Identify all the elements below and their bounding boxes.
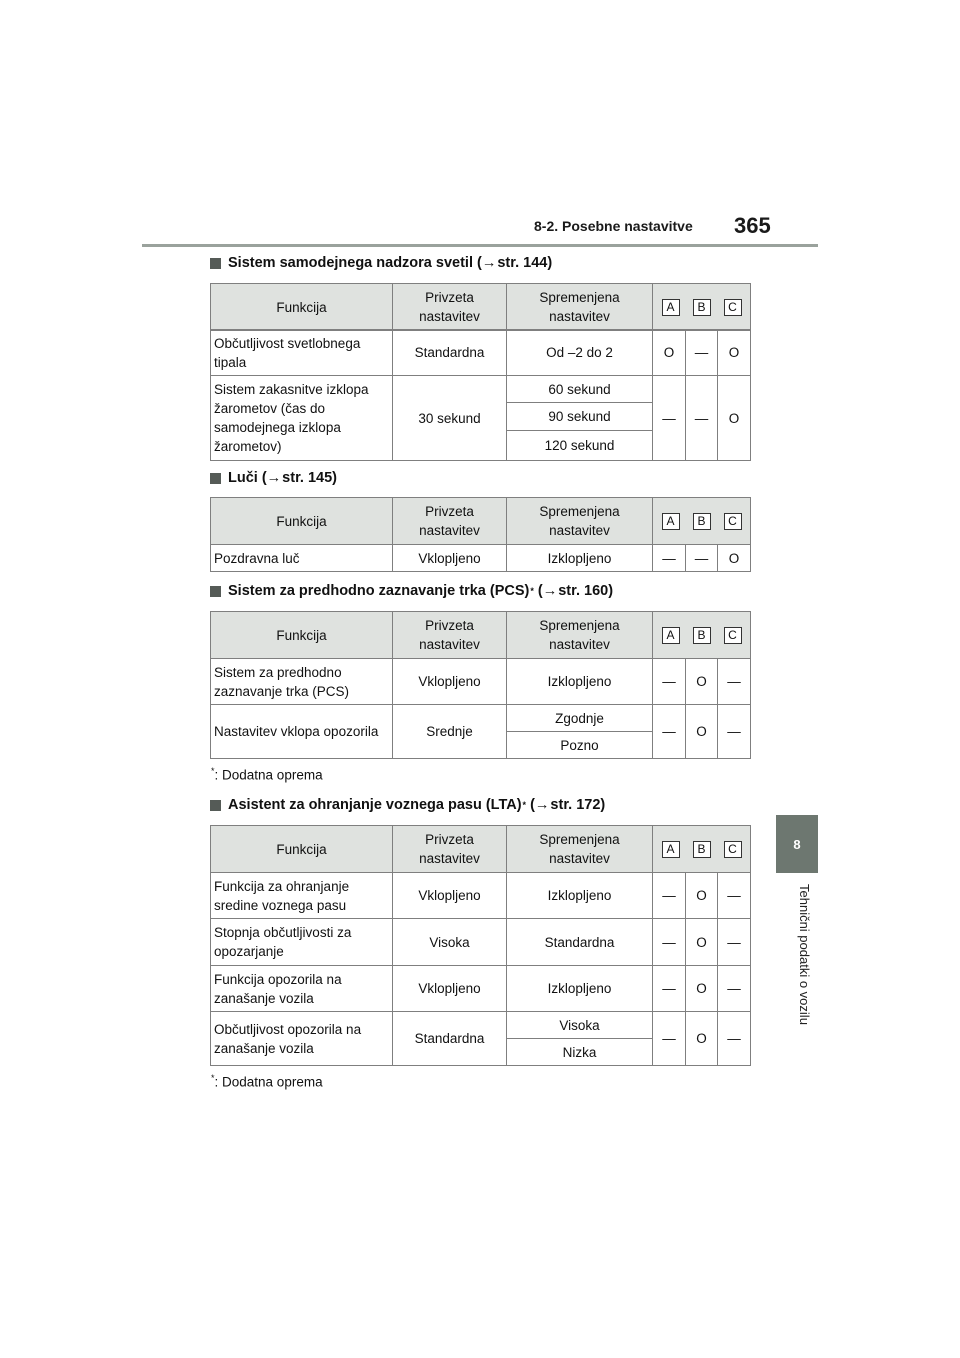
arrow-icon: → <box>481 255 497 271</box>
table-row: Občutljivost svetlobnega tipala Standardna Od –2 do 2 O — O <box>211 330 751 376</box>
label-b: B <box>693 627 711 644</box>
label-c: C <box>724 513 742 530</box>
page-reference[interactable]: str. 172) <box>550 797 606 813</box>
table-header-row: Funkcija Privzeta nastavitev Spremenjena nastavitev A B C <box>211 612 751 659</box>
table-header-row: Funkcija Privzeta nastavitev Spremenjena nastavitev A B C <box>211 826 751 873</box>
page-reference[interactable]: str. 160) <box>558 583 614 599</box>
square-bullet-icon <box>210 800 221 811</box>
label-b: B <box>693 299 711 316</box>
settings-table-pcs: Funkcija Privzeta nastavitev Spremenjena nastavitev A B C Sistem za predhodno zaznavanje trka (PCS) Vklopljeno Izklopljeno — O — Nastavitev vklopa opozorila Srednje Zgodnje — O — Pozno <box>210 611 751 759</box>
square-bullet-icon <box>210 258 221 269</box>
section-title: 8-2. Posebne nastavitve <box>534 218 693 234</box>
table-row: Sistem zakasnitve izklopa žarometov (čas do samodejnega izklopa žarometov) 30 sekund 60 sekund — — O <box>211 376 751 403</box>
table-header-row <box>211 284 751 331</box>
arrow-icon: → <box>266 470 282 486</box>
settings-table-auto-lights <box>210 283 751 331</box>
section-heading-lta: Asistent za ohranjanje voznega pasu (LTA) * ( → str. 172) <box>210 797 605 813</box>
settings-table-lta: Funkcija Privzeta nastavitev Spremenjena nastavitev A B C Funkcija za ohranjanje sredine voznega pasu Vklopljeno Izklopljeno — O — Stopnja občutljivosti za opozarjanje Visoka Standardna — O — Funkcija opozorila na zanašanje vozila Vklopljeno Izklopljeno — O — Občutljivost opozorila na zanašanje vozila Standardna Visoka — O — Nizka <box>210 825 751 1066</box>
table-row: Pozdravna luč Vklopljeno Izklopljeno — — O <box>211 545 751 572</box>
table-header-row: Funkcija Privzeta nastavitev Spremenjena nastavitev A B C <box>211 498 751 545</box>
section-heading-pcs: Sistem za predhodno zaznavanje trka (PCS) * ( → str. 160) <box>210 583 613 599</box>
page-reference[interactable]: str. 145) <box>282 470 337 486</box>
header-custom: Spremenjena nastavitev <box>507 284 653 331</box>
table-row: Nastavitev vklopa opozorila Srednje Zgodnje — O — <box>211 705 751 732</box>
label-b: B <box>693 841 711 858</box>
square-bullet-icon <box>210 473 221 484</box>
page-reference[interactable]: str. 144) <box>497 255 553 271</box>
chapter-number: 8 <box>793 836 801 852</box>
chapter-tab <box>776 815 818 873</box>
section-heading-lights: Luči ( → str. 145) <box>210 470 337 486</box>
table-row: Funkcija za ohranjanje sredine voznega pasu Vklopljeno Izklopljeno — O — <box>211 873 751 919</box>
header-default: Privzeta nastavitev <box>393 284 507 331</box>
footnote: *: Dodatna oprema <box>211 1073 323 1090</box>
header-divider <box>142 244 818 247</box>
label-b: B <box>693 513 711 530</box>
arrow-icon: → <box>542 583 558 599</box>
settings-table-lights <box>210 497 751 572</box>
settings-table-auto-lights-body: Občutljivost svetlobnega tipala Standardna Od –2 do 2 O — O Sistem zakasnitve izklopa žarometov (čas do samodejnega izklopa žarometov) 30 sekund 60 sekund — — O 90 sekund 120 sekund <box>210 329 751 461</box>
table-row: Funkcija opozorila na zanašanje vozila Vklopljeno Izklopljeno — O — <box>211 966 751 1012</box>
header-function: Funkcija <box>211 284 393 331</box>
section-heading-auto-lights: Sistem samodejnega nadzora svetil ( → str. 144) <box>210 255 552 271</box>
label-a: A <box>662 627 680 644</box>
label-c: C <box>724 299 742 316</box>
page-number: 365 <box>734 213 771 238</box>
footnote: *: Dodatna oprema <box>211 766 323 783</box>
arrow-icon: → <box>534 797 550 813</box>
label-c: C <box>724 841 742 858</box>
table-row: Občutljivost opozorila na zanašanje vozila Standardna Visoka — O — <box>211 1012 751 1039</box>
label-a: A <box>662 513 680 530</box>
label-a: A <box>662 299 680 316</box>
table-row: Sistem za predhodno zaznavanje trka (PCS) Vklopljeno Izklopljeno — O — <box>211 659 751 705</box>
square-bullet-icon <box>210 586 221 597</box>
header-abc <box>653 284 751 331</box>
label-a: A <box>662 841 680 858</box>
table-row: Stopnja občutljivosti za opozarjanje Visoka Standardna — O — <box>211 919 751 966</box>
chapter-title: Tehnični podatki o vozilu <box>797 884 812 1025</box>
label-c: C <box>724 627 742 644</box>
